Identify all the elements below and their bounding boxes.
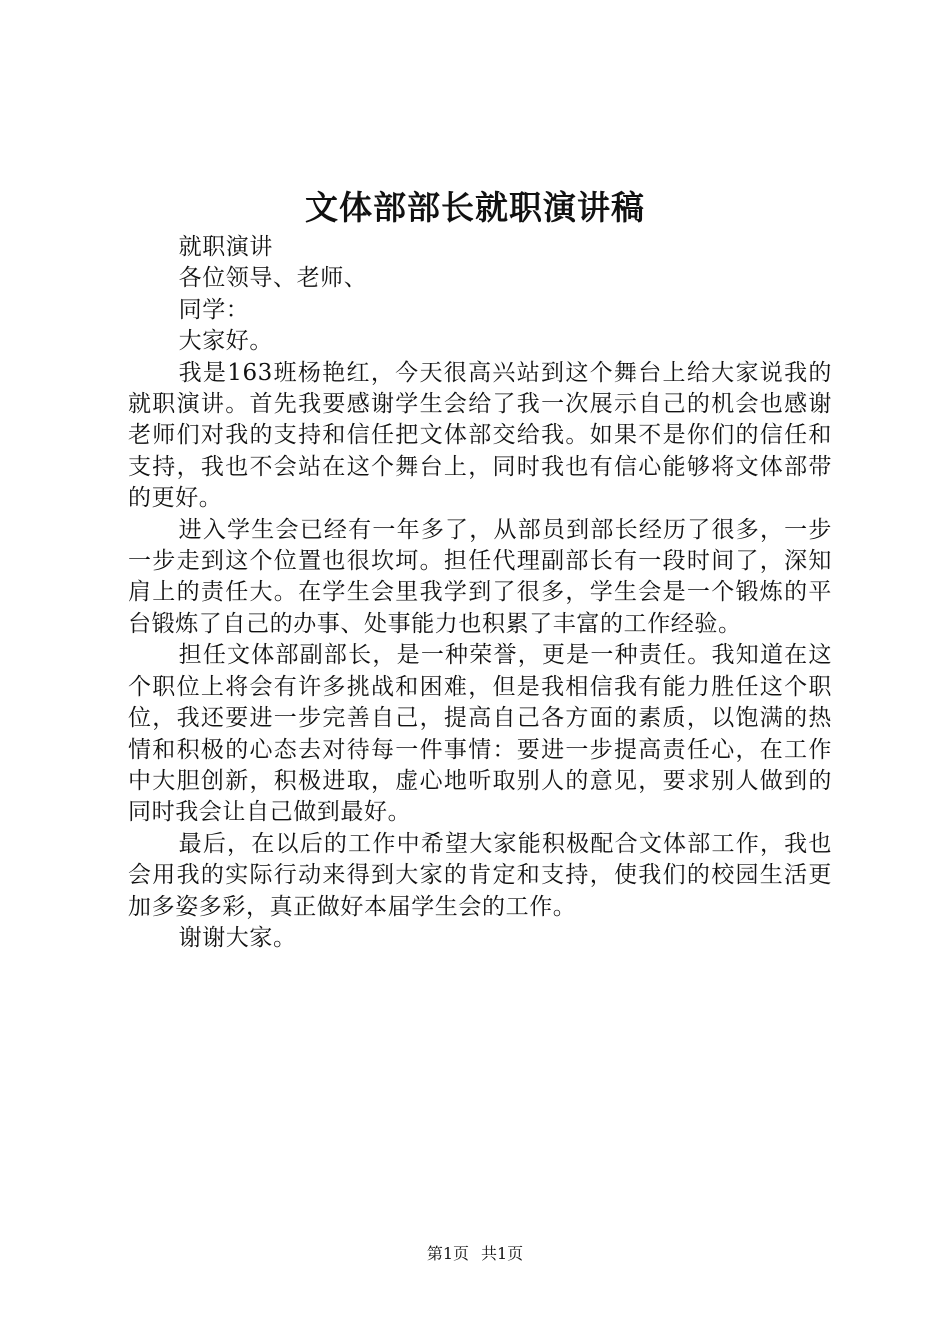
document-body bbox=[128, 232, 832, 954]
paragraph-closing: 最后，在以后的工作中希望大家能积极配合文体部工作，我也会用我的实际行动来得到大家的肯定和支持，使我们的校园生活更加多姿多彩，真正做好本届学生会的工作。 bbox=[128, 830, 832, 920]
page-number: 第1页 bbox=[426, 1244, 469, 1263]
paragraph-salutation-1: 各位领导、老师、 bbox=[178, 265, 368, 292]
paragraph-heading: 就职演讲 bbox=[178, 234, 273, 260]
document-title: 文体部部长就职演讲稿 bbox=[305, 188, 645, 227]
paragraph-introduction: 我是163班杨艳红，今天很高兴站到这个舞台上给大家说我的就职演讲。首先我要感谢学生会给了我一次展示自己的机会也感谢老师们对我的支持和信任把文体部交给我。如果不是你们的信任和支持，我也不会站在这个舞台上，同时我也有信心能够将文体部带的更好。 bbox=[128, 359, 832, 512]
paragraph-experience: 进入学生会已经有一年多了，从部员到部长经历了很多，一步一步走到这个位置也很坎坷。担任代理副部长有一段时间了，深知肩上的责任大。在学生会里我学到了很多，学生会是一个锻炼的平台锻炼了自己的办事、处事能力也积累了丰富的工作经验。 bbox=[128, 516, 832, 637]
paragraph-commitment: 担任文体部副部长，是一种荣誉，更是一种责任。我知道在这个职位上将会有许多挑战和困难，但是我相信我有能力胜任这个职位，我还要进一步完善自己，提高自己各方面的素质，以饱满的热情和积极的心态去对待每一件事情：要进一步提高责任心，在工作中大胆创新，积极进取，虚心地听取别人的意见，要求别人做到的同时我会让自己做到最好。 bbox=[128, 642, 832, 826]
paragraph-salutation-2: 同学： bbox=[178, 296, 250, 323]
paragraph-greeting: 大家好。 bbox=[178, 328, 273, 355]
page-total: 共1页 bbox=[481, 1244, 524, 1263]
page-footer bbox=[0, 1242, 950, 1266]
paragraph-thanks: 谢谢大家。 bbox=[178, 924, 297, 951]
